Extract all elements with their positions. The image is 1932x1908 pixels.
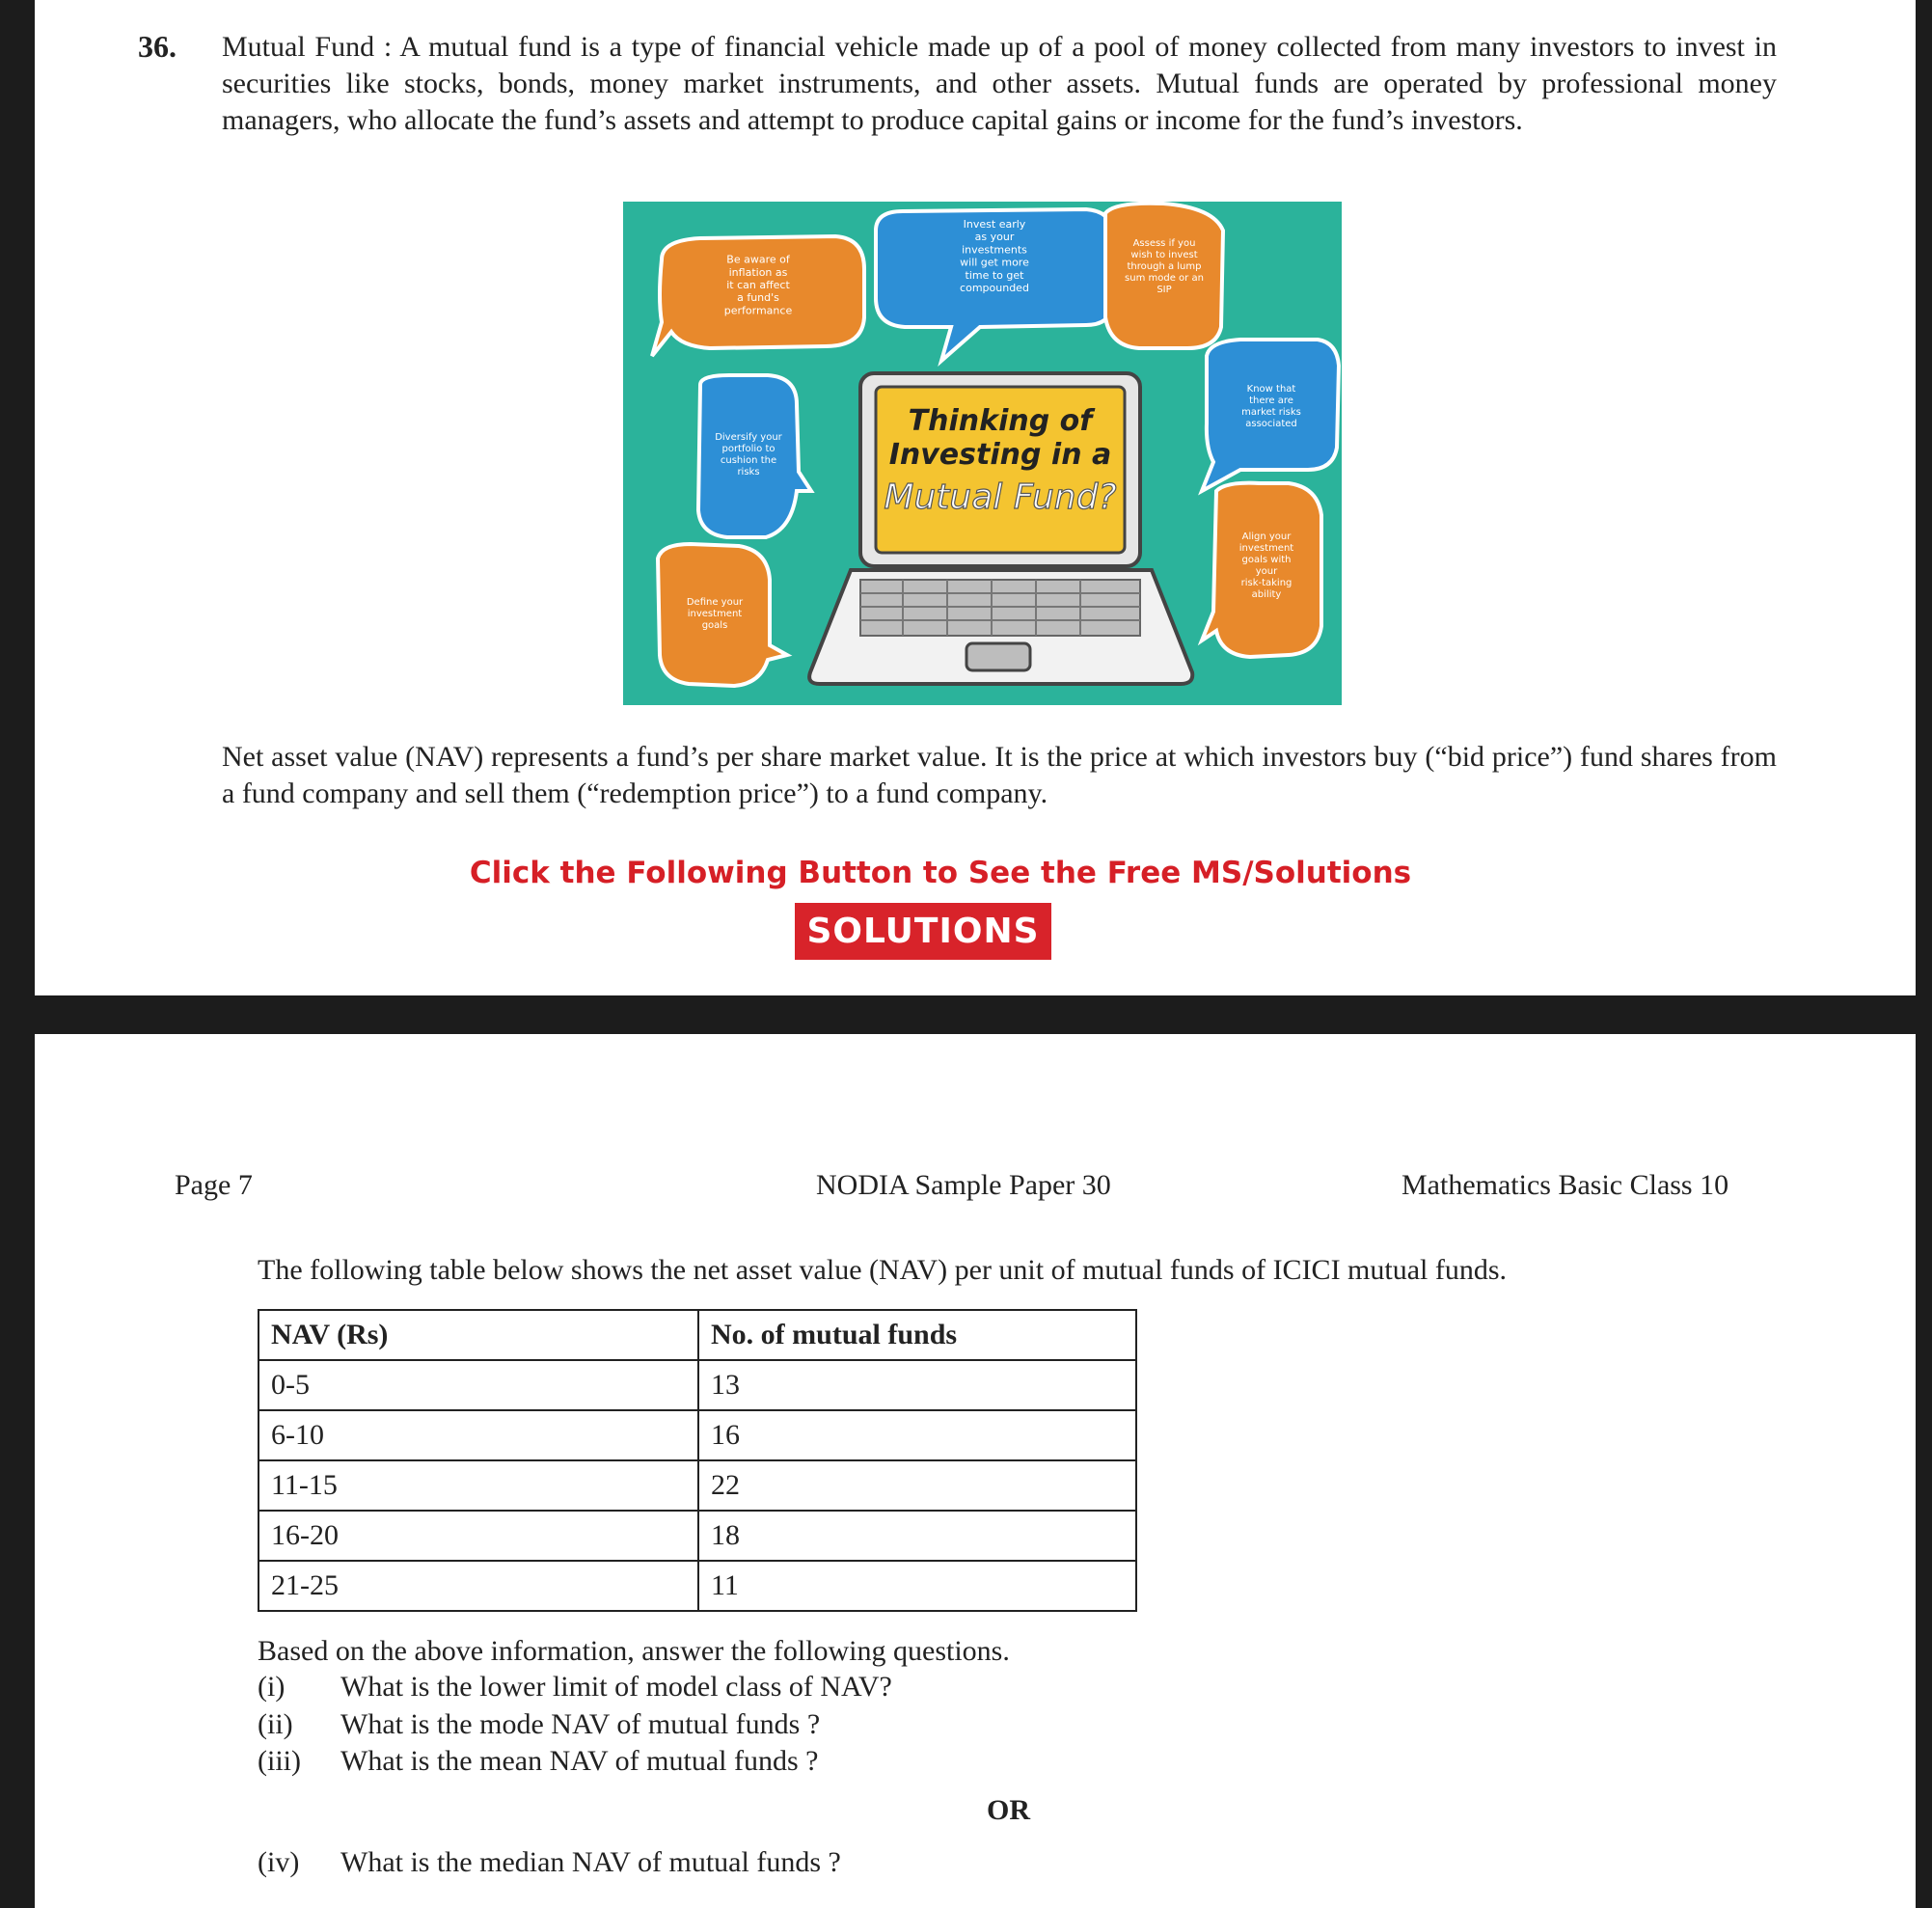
table-row	[259, 1561, 1136, 1611]
question-item-text: What is the lower limit of model class of NAV?	[340, 1671, 892, 1703]
question-item	[258, 1671, 892, 1704]
nav-definition-paragraph: Net asset value (NAV) represents a fund’s per share market value. It is the price at which investors buy (“bid price”) fund shares from a fund company and sell them (“redemption price”) to a fund company.	[222, 741, 1777, 809]
nav-table	[258, 1309, 1137, 1612]
screen-line-1: Thinking of	[908, 404, 1093, 438]
questions-lead: Based on the above information, answer the following questions.	[258, 1635, 1010, 1667]
bubble-inflation-text: Be aware of inflation as it can affect a fund's performance	[723, 253, 793, 317]
bubble-diversify-text: Diversify your portfolio to cushion the risks	[715, 432, 782, 477]
mutual-fund-paragraph: Mutual Fund : A mutual fund is a type of financial vehicle made up of a pool of money collected from many investors to invest in securities like stocks, bonds, money market instruments, and other assets. Mutual funds are operated by professional money managers, who allocate the fund’s assets and attempt to produce capital gains or income for the fund’s investors.	[222, 31, 1777, 136]
table-row	[259, 1360, 1136, 1410]
cell-funds: 16	[698, 1410, 1136, 1460]
bubble-inflation	[652, 236, 864, 356]
paper-title: NODIA Sample Paper 30	[816, 1169, 1111, 1201]
subject-title: Mathematics Basic Class 10	[1401, 1169, 1729, 1201]
bubble-define-goals-text: Define your investment goals	[686, 597, 744, 631]
header-nav: NAV (Rs)	[259, 1310, 698, 1360]
page-number: Page 7	[175, 1169, 253, 1201]
question-item-text: What is the mode NAV of mutual funds ?	[340, 1708, 821, 1740]
screen-line-3: Mutual Fund?	[884, 477, 1117, 517]
cell-nav: 21-25	[259, 1561, 698, 1611]
or-separator: OR	[987, 1794, 1030, 1826]
question-item-text: What is the median NAV of mutual funds ?	[340, 1846, 841, 1878]
screen-line-2: Investing in a	[888, 438, 1112, 472]
bubble-lump-sum-text: Assess if you wish to invest through a lump sum mode or an SIP	[1125, 238, 1204, 295]
question-item	[258, 1745, 818, 1778]
cell-funds: 22	[698, 1460, 1136, 1511]
table-header-row	[259, 1310, 1136, 1360]
question-item-number: (iv)	[258, 1846, 300, 1878]
table-row	[259, 1511, 1136, 1561]
cell-funds: 11	[698, 1561, 1136, 1611]
question-item-number: (i)	[258, 1671, 286, 1703]
table-intro: The following table below shows the net asset value (NAV) per unit of mutual funds of ICICI mutual funds.	[258, 1254, 1508, 1286]
question-item-number: (iii)	[258, 1745, 301, 1777]
bubble-align-goals-text: Align your investment goals with your risk-taking ability	[1238, 532, 1294, 600]
cell-nav: 16-20	[259, 1511, 698, 1561]
bubble-lump-sum	[1105, 204, 1223, 348]
bubble-market-risks	[1202, 340, 1339, 491]
solutions-button[interactable]: SOLUTIONS	[795, 903, 1051, 960]
solutions-prompt: Click the Following Button to See the Free MS/Solutions	[469, 856, 1412, 890]
cell-nav: 0-5	[259, 1360, 698, 1410]
table-row	[259, 1410, 1136, 1460]
bubble-invest-early-text: Invest early as your investments will get more time to get compounded	[960, 218, 1029, 294]
question-item-text: What is the mean NAV of mutual funds ?	[340, 1745, 819, 1777]
cell-funds: 18	[698, 1511, 1136, 1561]
question-item	[258, 1708, 820, 1741]
bubble-define-goals	[658, 544, 787, 686]
bubble-market-risks-text: Know that there are market risks associated	[1241, 384, 1301, 429]
header-funds: No. of mutual funds	[698, 1310, 1136, 1360]
question-number: 36.	[138, 29, 177, 64]
bubble-align-goals	[1202, 483, 1321, 657]
question-item-number: (ii)	[258, 1708, 293, 1740]
cell-nav: 11-15	[259, 1460, 698, 1511]
mutual-fund-illustration	[623, 202, 1342, 705]
cell-nav: 6-10	[259, 1410, 698, 1460]
table-row	[259, 1460, 1136, 1511]
cell-funds: 13	[698, 1360, 1136, 1410]
question-item	[258, 1846, 841, 1879]
